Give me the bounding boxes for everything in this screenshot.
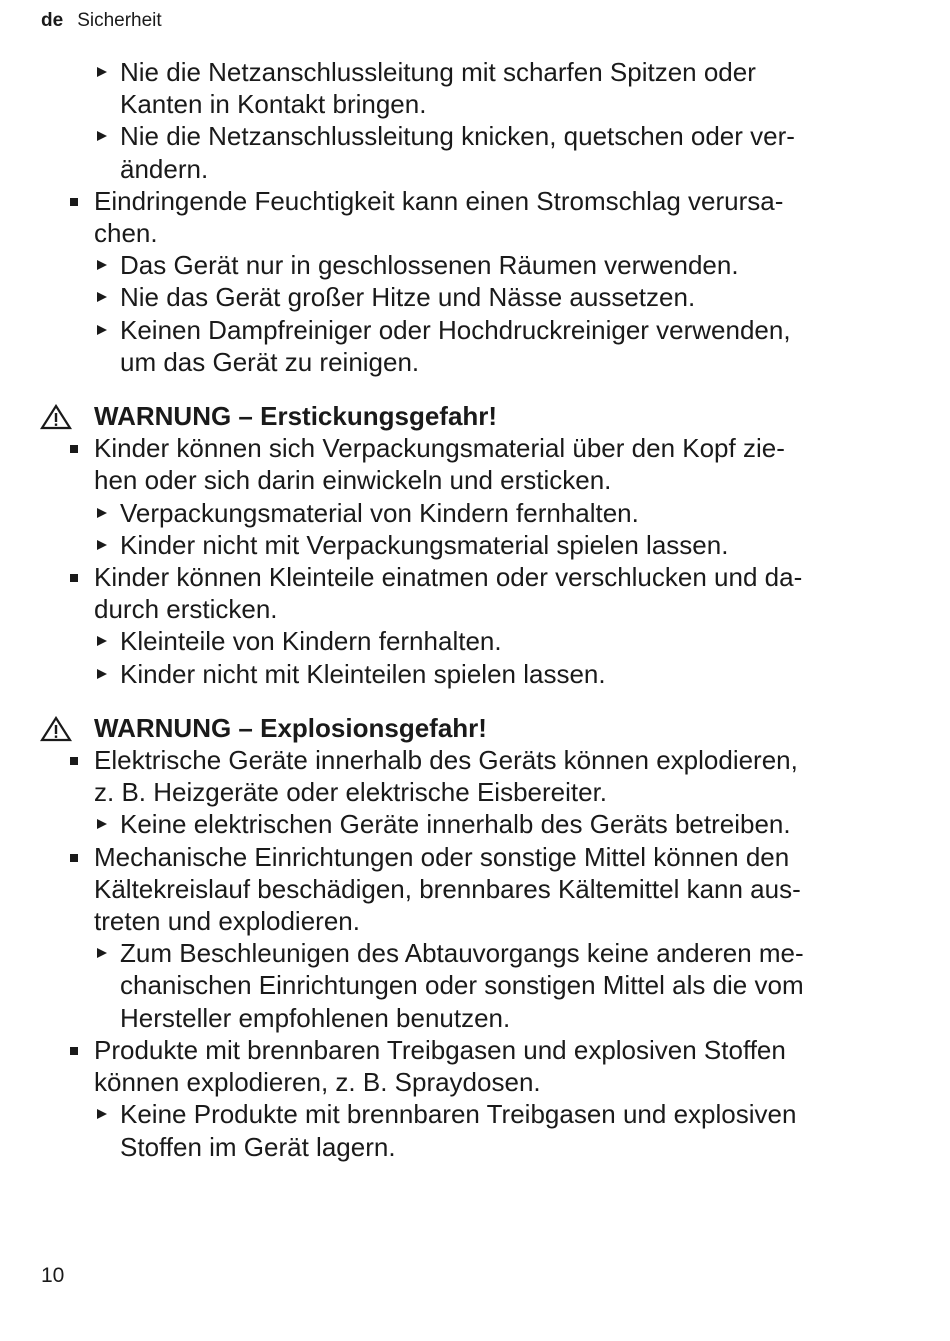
instruction-item (68, 56, 898, 120)
text-line: Nie die Netzanschlussleitung mit scharfen Spitzen oder (120, 57, 756, 87)
text-line: Verpackungsmaterial von Kindern fernhalten. (120, 497, 639, 528)
text-line: Elektrische Geräte innerhalb des Geräts können explodieren, (94, 745, 798, 776)
text-line: Eindringende Feuchtigkeit kann einen Stromschlag verursa- (94, 185, 784, 216)
warning-heading-suffocation (68, 400, 898, 432)
hazard-item (68, 744, 898, 808)
text-line: Keine elektrischen Geräte innerhalb des Geräts betreiben. (120, 809, 791, 840)
text-line: hen oder sich darin einwickeln und ersticken. (94, 465, 612, 496)
page-header (41, 9, 162, 33)
instruction-item (68, 529, 898, 561)
text-line: Kinder nicht mit Verpackungsmaterial spielen lassen. (120, 529, 729, 560)
text-line: Kanten in Kontakt bringen. (120, 89, 427, 120)
text-line: Kältekreislauf beschädigen, brennbares Kältemittel kann aus- (94, 873, 801, 904)
warning-title: WARNUNG – Erstickungsgefahr! (94, 401, 498, 432)
hazard-item (68, 185, 898, 249)
text-line: Produkte mit brennbaren Treibgasen und explosiven Stoffen (94, 1034, 786, 1065)
text-line: Mechanische Einrichtungen oder sonstige Mittel können den (94, 841, 790, 872)
text-line: durch ersticken. (94, 594, 278, 625)
text-line: treten und explodieren. (94, 906, 360, 937)
text-line: Kleinteile von Kindern fernhalten. (120, 626, 502, 657)
page-number: 10 (41, 1264, 65, 1287)
hazard-item (68, 432, 898, 496)
text-line: z. B. Heizgeräte oder elektrische Eisbereiter. (94, 777, 608, 808)
text-line: chen. (94, 218, 158, 249)
warning-heading-explosion (68, 712, 898, 744)
instruction-item (68, 497, 898, 529)
text-line: Kinder können Kleinteile einatmen oder verschlucken und da- (94, 562, 803, 593)
text-line: Keine Produkte mit brennbaren Treibgasen und explosiven (120, 1099, 797, 1130)
warning-triangle-icon (40, 716, 72, 742)
warning-title: WARNUNG – Explosionsgefahr! (94, 712, 487, 743)
text-line: Das Gerät nur in geschlossenen Räumen verwenden. (120, 250, 739, 281)
section-title: Sicherheit (77, 10, 162, 31)
text-line: Zum Beschleunigen des Abtauvorgangs keine anderen me- (120, 938, 804, 969)
text-line: um das Gerät zu reinigen. (120, 346, 420, 377)
text-line: Hersteller empfohlenen benutzen. (120, 1002, 511, 1033)
instruction-item (68, 314, 898, 378)
language-code: de (41, 10, 64, 31)
safety-content (68, 56, 898, 1163)
instruction-item (68, 281, 898, 313)
text-line: können explodieren, z. B. Spraydosen. (94, 1067, 541, 1098)
text-line: Nie die Netzanschlussleitung knicken, quetschen oder ver- (120, 121, 795, 152)
instruction-item (68, 808, 898, 840)
text-line: chanischen Einrichtungen oder sonstigen Mittel als die vom (120, 970, 804, 1001)
instruction-item (68, 937, 898, 1034)
text-line: ändern. (120, 153, 209, 184)
text-line: Keinen Dampfreiniger oder Hochdruckreiniger verwenden, (120, 314, 791, 345)
text-line: Kinder können sich Verpackungsmaterial über den Kopf zie- (94, 433, 785, 464)
text-line: Stoffen im Gerät lagern. (120, 1131, 396, 1162)
instruction-item (68, 120, 898, 184)
warning-triangle-icon (40, 404, 72, 430)
text-line: Kinder nicht mit Kleinteilen spielen lassen. (120, 658, 606, 689)
instruction-item (68, 249, 898, 281)
warning-list-explosion (68, 744, 898, 1163)
instruction-item (68, 625, 898, 657)
hazard-item (68, 1034, 898, 1098)
instruction-item (68, 658, 898, 690)
intro-list (68, 56, 898, 378)
hazard-item (68, 841, 898, 938)
text-line: Nie das Gerät großer Hitze und Nässe aussetzen. (120, 282, 696, 313)
instruction-item (68, 1098, 898, 1162)
warning-list-suffocation (68, 432, 898, 690)
hazard-item (68, 561, 898, 625)
